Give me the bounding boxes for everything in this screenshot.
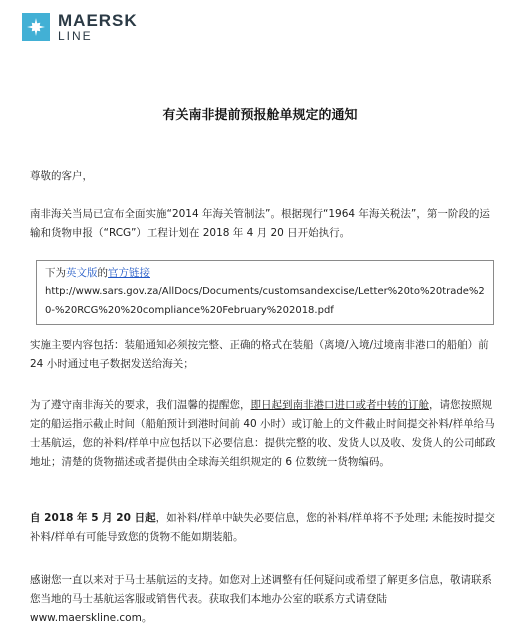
link-box (36, 260, 494, 325)
underlined-notice: 即日起到南非港口进口或者中转的订舱 (250, 399, 429, 411)
maersk-logo (22, 12, 138, 42)
logo-wordmark: MAERSK (58, 11, 138, 30)
paragraph-deadline: 自 2018 年 5 月 20 日起，如补料/样单中缺失必要信息，您的补料/样单将不予处理; 未能按时提交补料/样单有可能导致您的货物不能如期装船。 (30, 512, 496, 543)
greeting: 尊敬的客户， (30, 170, 93, 182)
paragraph-requirements: 实施主要内容包括：装船通知必须按完整、正确的格式在装船（离境/入境/过境南非港口的船舶）前 24 小时通过电子数据发送给海关； (30, 339, 489, 370)
paragraph-announcement: 南非海关当局已宣布全面实施“2014 年海关管制法”。根据现行“1964 年海关税法”，第一阶段的运输和货物申报（“RCG”）工程计划在 2018 年 4 月 20 日开始执行。 (30, 208, 490, 239)
official-link[interactable]: 官方链接 (108, 267, 150, 279)
star-icon (22, 13, 50, 41)
paragraph-thanks: 感谢您一直以来对于马士基航运的支持。如您对上述调整有任何疑问或希望了解更多信息，敬请联系您当地的马士基航运客服或销售代表。获取我们本地办公室的联系方式请登陆 www.maerskline.com。 (30, 574, 492, 624)
paragraph-reminder: 为了遵守南非海关的要求，我们温馨的提醒您，即日起到南非港口进口或者中转的订舱，请您按照规定的船运指示截止时间（船舶预计到港时间前 40 小时）或订舱上的文件截止时间提交补料/样单给马士基航运，您的补料/样单中应包括以下必要信息：提供完整的收、发货人以及收、发货人的公司邮政地址；清楚的货物描述或者提供由全球海关组织规定的 6 位数统一货物编码。 (30, 399, 496, 468)
logo-subline: LINE (58, 29, 93, 43)
link-box-lead: 下为英文版的官方链接 (45, 267, 150, 279)
notice-title: 有关南非提前预报舱单规定的通知 (162, 108, 358, 123)
deadline-date: 自 2018 年 5 月 20 日起 (30, 512, 156, 524)
official-url[interactable]: http://www.sars.gov.za/AllDocs/Documents/customsandexcise/Letter%20to%20trade%20-%20RCG%20%20compliance%20February%202018.pdf (45, 286, 485, 316)
